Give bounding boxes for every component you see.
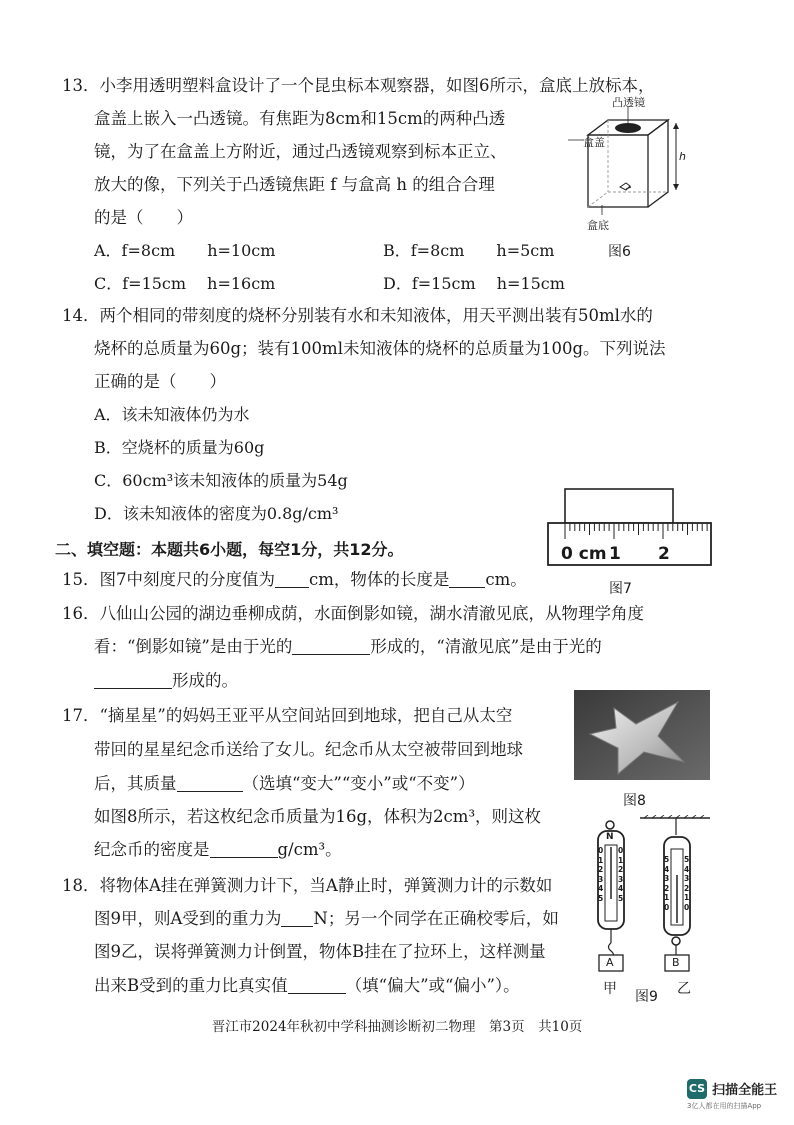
q14-option-d: D．该未知液体的密度为0.8g/cm³	[94, 504, 339, 523]
q18-line2	[94, 905, 559, 929]
figure9-jia-numbers-right: 0 1 2 3 4 5	[618, 846, 624, 903]
figure6-caption: 图6	[608, 244, 631, 260]
q13-line3: 镜，为了在盒盖上方附近，通过凸透镜观察到标本正立、	[94, 142, 507, 161]
q14-line2: 烧杯的总质量为60g；装有100ml未知液体的烧杯的总质量为100g。下列说法	[94, 339, 666, 358]
figure9-block-b: B	[672, 956, 680, 969]
camscanner-slogan: 3亿人都在用的扫描App	[687, 1101, 762, 1110]
q16-blank-1[interactable]	[292, 636, 370, 655]
q15-text-c: cm。	[485, 570, 527, 589]
q18-line1: 18．将物体A挂在弹簧测力计下，当A静止时，弹簧测力计的示数如	[62, 876, 553, 895]
q17-text-c: 纪念币的密度是	[94, 840, 210, 859]
q17-line2: 带回的星星纪念币送给了女儿。纪念币从太空被带回到地球	[94, 740, 523, 759]
q13-option-d: D．f=15cm h=15cm	[383, 274, 565, 293]
q13-option-c: C．f=15cm h=16cm	[94, 274, 276, 293]
q17-line3	[94, 770, 475, 794]
figure6-h-label: h	[679, 150, 686, 163]
q15-blank-2[interactable]	[449, 569, 485, 588]
q14-option-a: A．该未知液体仍为水	[94, 405, 250, 424]
q16-text-a: 看：“倒影如镜”是由于光的	[94, 637, 293, 656]
camscanner-name: 扫描全能王	[712, 1083, 778, 1098]
q13-line2: 盒盖上嵌入一凸透镜。有焦距为8cm和15cm的两种凸透	[94, 109, 506, 128]
figure9-yi-label: 乙	[677, 981, 691, 997]
q18-text-b: N；另一个同学在正确校零后，如	[313, 909, 559, 928]
figure8-star-coin-photo	[574, 690, 710, 780]
q13-line4: 放大的像，下列关于凸透镜焦距 f 与盒高 h 的组合合理	[94, 175, 495, 194]
q15-text-a: 15．图7中刻度尺的分度值为	[62, 570, 275, 589]
figure8-caption: 图8	[623, 793, 646, 809]
q13-line1: 13．小李用透明塑料盒设计了一个昆虫标本观察器，如图6所示，盒底上放标本，	[62, 76, 655, 95]
figure9-scale-unit: N	[606, 832, 614, 842]
q17-line5	[94, 836, 342, 860]
q18-line3: 图9乙，误将弹簧测力计倒置，物体B挂在了拉环上，这样测量	[94, 942, 546, 961]
q13-option-a: A．f=8cm h=10cm	[94, 241, 276, 260]
section-heading: 二、填空题：本题共6小题，每空1分，共12分。	[55, 540, 404, 559]
figure9-block-a: A	[606, 956, 614, 969]
figure6-lid-label: 盒盖	[583, 136, 605, 149]
q18-blank-1[interactable]	[281, 908, 313, 927]
figure9-caption: 图9	[635, 989, 658, 1005]
q14-line1: 14．两个相同的带刻度的烧杯分别装有水和未知液体，用天平测出装有50ml水的	[62, 306, 653, 325]
q16-line2	[94, 633, 602, 657]
q15-blank-1[interactable]	[275, 569, 309, 588]
q16-text-b: 形成的，“清澈见底”是由于光的	[370, 637, 602, 656]
camscanner-watermark	[687, 1078, 777, 1111]
figure9-yi-numbers-left: 5 4 3 2 1 0	[664, 855, 670, 912]
q13-option-b: B．f=8cm h=5cm	[383, 241, 555, 260]
q14-option-b: B．空烧杯的质量为60g	[94, 438, 265, 457]
q17-text-d: g/cm³。	[277, 840, 342, 859]
q17-line1: 17．“摘星星”的妈妈王亚平从空间站回到地球，把自己从太空	[62, 706, 513, 725]
q17-line4: 如图8所示，若这枚纪念币质量为16g，体积为2cm³，则这枚	[94, 807, 542, 826]
q17-text-b: （选填“变大”“变小”或“不变”）	[242, 774, 475, 793]
figure6-bottom-label: 盒底	[587, 219, 609, 232]
q16-line3	[94, 667, 238, 691]
q18-text-c: 出来B受到的重力比真实值	[94, 976, 288, 995]
figure9-yi-numbers-right: 5 4 3 2 1 0	[684, 855, 690, 912]
figure7-caption: 图7	[609, 581, 632, 597]
q16-text-c: 形成的。	[172, 671, 238, 690]
ruler-label-1: 1	[609, 544, 621, 564]
q16-blank-2[interactable]	[94, 670, 172, 689]
q16-line1: 16．八仙山公园的湖边垂柳成荫，水面倒影如镜，湖水清澈见底，从物理学角度	[62, 604, 644, 623]
ruler-label-2: 2	[658, 544, 670, 564]
q15-text-b: cm，物体的长度是	[309, 570, 450, 589]
q15-line	[62, 566, 527, 590]
figure9-jia-numbers-left: 0 1 2 3 4 5	[598, 846, 604, 903]
q13-line5: 的是（ ）	[94, 208, 193, 227]
q17-blank-1[interactable]	[177, 773, 243, 792]
q18-blank-2[interactable]	[288, 975, 346, 994]
q18-text-a: 图9甲，则A受到的重力为	[94, 909, 282, 928]
q18-text-d: （填“偏大”或“偏小”）。	[345, 976, 520, 995]
ruler-label-0: 0 cm	[561, 544, 607, 564]
q17-text-a: 后，其质量	[94, 774, 177, 793]
figure6-lens-label: 凸透镜	[612, 96, 645, 109]
q18-line4	[94, 972, 520, 996]
camscanner-logo-icon: CS	[687, 1079, 707, 1099]
q14-line3: 正确的是（ ）	[94, 372, 226, 391]
page-footer: 晋江市2024年秋初中学科抽测诊断初二物理 第3页 共10页	[211, 1019, 583, 1035]
q17-blank-2[interactable]	[210, 839, 278, 858]
q14-option-c: C．60cm³该未知液体的质量为54g	[94, 471, 348, 490]
figure9-jia-label: 甲	[603, 981, 617, 997]
